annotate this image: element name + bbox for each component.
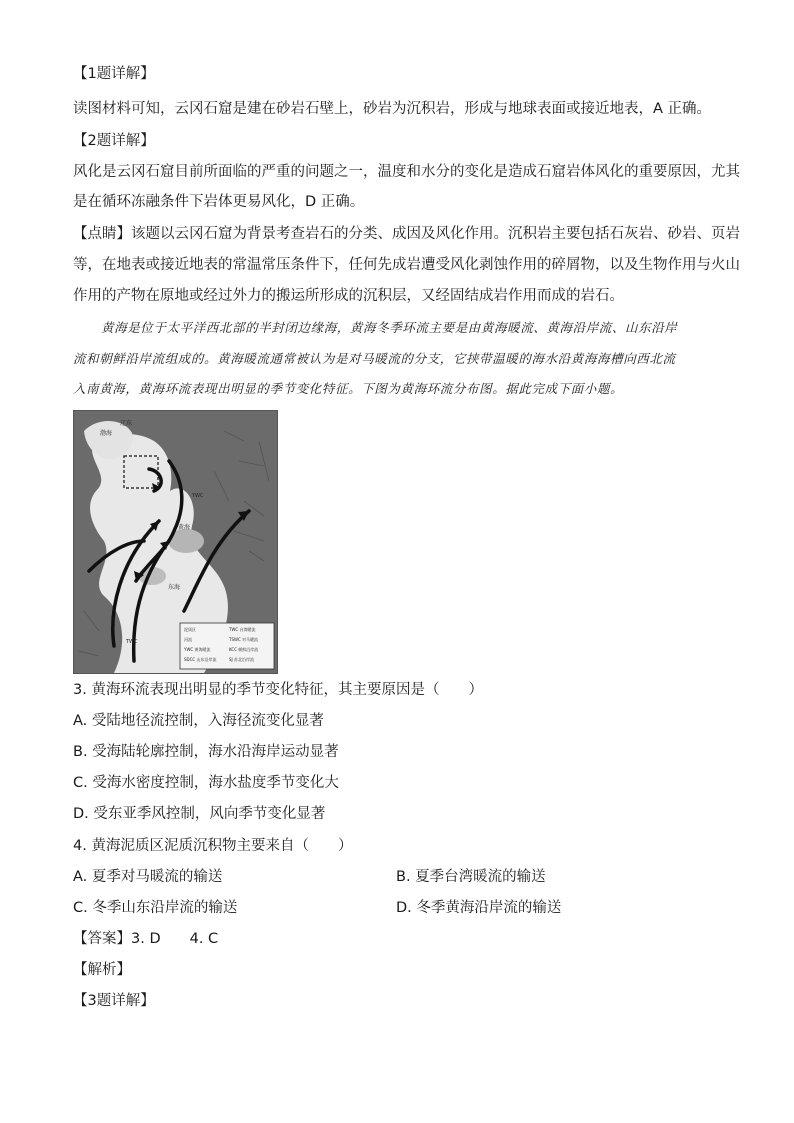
question-3: 3. 黄海环流表现出明显的季节变化特征，其主要原因是（ ）	[73, 682, 483, 698]
legend-item: TSWC 对马暖流	[229, 637, 259, 642]
intro-paragraph-line3: 入南黄海，黄海环流表现出明显的季节变化特征。下图为黄海环流分布图。据此完成下面小题。	[73, 381, 624, 396]
label-bohai: 渤海	[100, 430, 113, 437]
intro-paragraph-line2: 流和朝鲜沿岸流组成的。黄海暖流通常被认为是对马暖流的分支，它挟带温暖的海水沿黄海海槽向西北流	[73, 351, 676, 366]
question-3-option-a: A. 受陆地径流控制，入海径流变化显著	[73, 713, 324, 729]
tip-paragraph-line3: 作用的产物在原地或经过外力的搬运所形成的沉积层，又经固结成岩作用而成的岩石。	[73, 288, 624, 304]
question-4-option-d: D. 冬季黄海沿岸流的输送	[396, 900, 562, 916]
legend-item: TWC 台湾暖流	[229, 627, 256, 632]
legend-item: 泥质区	[184, 627, 196, 632]
question-4: 4. 黄海泥质区泥质沉积物主要来自（ ）	[73, 838, 353, 854]
paragraph-q2-detail-line2: 是在循环冻融条件下岩体更易风化，D 正确。	[73, 194, 365, 210]
question-4-option-a: A. 夏季对马暖流的输送	[73, 869, 223, 885]
legend-item: YWC 黄海暖流	[184, 647, 211, 652]
legend-item: KCC 朝鲜沿岸流	[229, 647, 259, 652]
label-donghai: 东海	[168, 584, 181, 591]
label-huanghai: 黄海	[178, 524, 191, 531]
paragraph-q1-detail: 读图材料可知，云冈石窟是建在砂岩石壁上，砂岩为沉积岩，形成与地球表面或接近地表，A 正确。	[73, 101, 712, 117]
tip-paragraph-line2: 等，在地表或接近地表的常温常压条件下，任何先成岩遭受风化剥蚀作用的碎屑物，以及生物作用与火山	[73, 257, 740, 273]
question-3-option-c: C. 受海水密度控制，海水盐度季节变化大	[73, 775, 339, 791]
legend-item: SDCC 山东沿岸流	[184, 657, 217, 662]
label-twc: TWC	[126, 639, 138, 645]
section-heading-q3: 【3题详解】	[73, 993, 155, 1009]
tip-paragraph-line1: 【点睛】该题以云冈石窟为背景考查岩石的分类、成因及风化作用。沉积岩主要包括石灰岩、砂岩、页岩	[73, 226, 740, 242]
yellow-sea-circulation-map	[73, 410, 278, 674]
question-3-option-d: D. 受东亚季风控制，风向季节变化显著	[73, 806, 326, 822]
paragraph-q2-detail-line1: 风化是云冈石窟目前所面临的严重的问题之一，温度和水分的变化是造成石窟岩体风化的重要原因，尤其	[73, 164, 740, 180]
question-4-option-c: C. 冬季山东沿岸流的输送	[73, 900, 238, 916]
analysis-heading: 【解析】	[73, 962, 131, 978]
question-3-option-b: B. 受海陆轮廓控制，海水沿海岸运动显著	[73, 744, 339, 760]
label-ywc: YWC	[192, 493, 204, 499]
question-4-option-b: B. 夏季台湾暖流的输送	[396, 869, 546, 885]
intro-paragraph-line1: 黄海是位于太平洋西北部的半封闭边缘海，黄海冬季环流主要是由黄海暖流、黄海沿岸流、山东沿岸	[101, 320, 678, 335]
section-heading-q1: 【1题详解】	[73, 66, 155, 82]
label-liaodong: 辽东	[120, 420, 133, 427]
map-graphic	[74, 411, 277, 673]
answer-line: 【答案】3. D 4. C	[73, 931, 219, 947]
legend-item: SJ 苏北沿岸流	[229, 657, 254, 662]
legend-item: 河流	[184, 637, 192, 642]
section-heading-q2: 【2题详解】	[73, 133, 155, 149]
